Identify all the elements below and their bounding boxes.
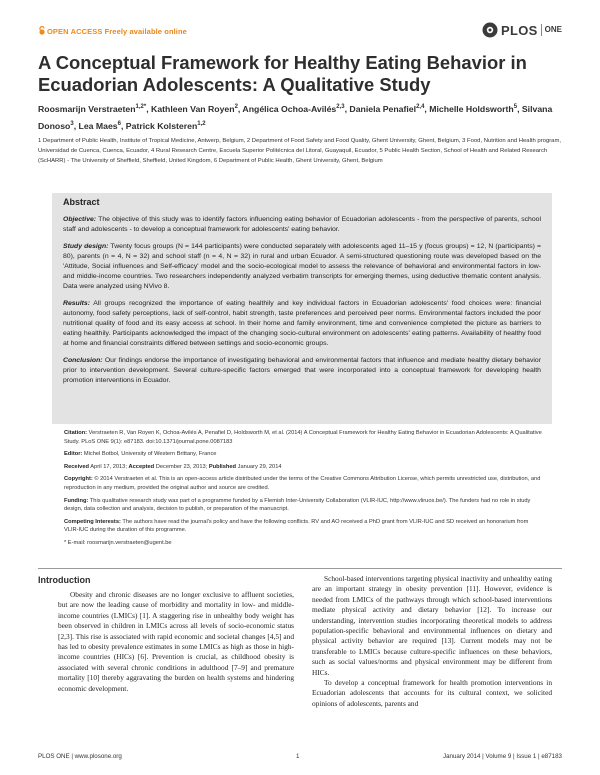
copyright: Copyright: © 2014 Verstraeten et al. This is an open-access article distributed under the terms of the Creative Commons Attribution License, which permits unrestricted use, distribution, and reproduction in any medium, provided the original author and source are credited. — [64, 476, 541, 491]
author-affiliation-sup: 2 — [234, 104, 238, 110]
abstract-results: Results: All groups recognized the importance of eating healthily and key individual factors in Ecuadorian adolescents' food choices were: financial autonomy, food safety perceptions, lack of self-control, habit strength, taste preferences and perceived peer norms. Environmental factors included the poor nutritional quality of food and its easy access at school. In their home and family environment, time and convenience completed the picture as barriers to eating healthily. Participants acknowledged the impact of the changing socio-cultural environment on adolescents' eating patterns. Availability of healthy food at home and financial constraints differed between settings and socio-economic groups. — [63, 300, 541, 347]
access-label: ACCESS — [70, 27, 103, 36]
author-list — [38, 100, 568, 134]
plos-one-logo — [482, 22, 562, 38]
author-name: , Angélica Ochoa-Avilés — [237, 103, 337, 114]
body-column-right — [312, 574, 552, 709]
author-name: , Silvana Donoso — [38, 103, 553, 131]
abstract-box — [52, 193, 552, 424]
journal-header — [38, 22, 562, 40]
footer-journal-url[interactable]: PLOS ONE | www.plosone.org — [38, 753, 122, 760]
abstract-conclusion: Conclusion: Our findings endorse the importance of investigating behavioral and environmental factors that influence and mediate healthy dietary behavior prior to intervention development. Several culture-specific factors emerged that were incorporated into a conceptual framework for developing health promotion interventions in Ecuador. — [63, 357, 541, 384]
dates: Received April 17, 2013; Accepted December 23, 2013; Published January 29, 2014 — [64, 463, 282, 470]
author-name: , Patrick Kolsteren — [120, 120, 198, 131]
open-access-badge — [38, 26, 187, 36]
intro-paragraph: Obesity and chronic diseases are no longer exclusive to affluent societies, but are now the leading cause of morbidity and mortality in low- and middle-income countries (LMICs) [1]. A staggering rise in unhealthy body weight has been observed in children in LMICs across all levels of socio-economic status [2,3]. This rise is associated with rapid economic and societal changes [4,5] and has led to obesity prevalence estimates in some LMICs as high as those in high-income countries (HICs) [6]. Prevention is crucial, as childhood obesity is associated with several chronic conditions in adulthood [7–9] and premature mortality [10] thereby aggravating the burden on health systems and hindering economic development. — [58, 590, 294, 693]
open-lock-icon — [38, 26, 46, 35]
body-column-left — [58, 590, 294, 694]
footer-issue-info: January 2014 | Volume 9 | Issue 1 | e87183 — [442, 753, 562, 760]
citation: Citation: Verstraeten R, Van Royen K, Ochoa-Avilés A, Penafiel D, Holdsworth M, et al. (2014) A Conceptual Framework for Healthy Eating Behavior in Ecuadorian Adolescents: A Qualitative Study. PLoS ONE 9(1): e87183. doi:10.1371/journal.pone.0087183 — [64, 430, 542, 445]
author-name: , Kathleen Van Royen — [146, 103, 235, 114]
section-divider — [38, 568, 562, 569]
one-wordmark: ONE — [541, 24, 562, 36]
plos-mark-icon — [482, 22, 498, 38]
author-name: Roosmarijn Verstraeten — [38, 103, 136, 114]
competing-interests: Competing Interests: The authors have read the journal's policy and have the following conflicts. RV and AO received a PhD grant from VLIR-IUC and SD received an honorarium from VLIR-IUC during the duration of this programme. — [64, 518, 529, 534]
author-affiliation-sup: 1,2 — [197, 120, 206, 127]
affiliations: 1 Department of Public Health, Institute of Tropical Medicine, Antwerp, Belgium, 2 Department of Food Safety and Food Quality, Ghent University, Ghent, Belgium, 3 Food, Nutrition and Health program, Universidad de Cuenca, Cuenca, Ecuador, 4 Rural Research Centre, Escuela Superior Politécnica del Litoral, Guayaquil, Ecuador, 5 Public Health Section, School of Health and Related Research (ScHARR) - The University of Sheffield, Sheffield, United Kingdom, 6 Department of Public Health, Ghent University, Ghent, Belgium — [38, 138, 561, 164]
author-affiliation-sup: 2,3 — [336, 104, 345, 110]
author-affiliation-sup: 5 — [513, 104, 518, 110]
intro-paragraph: To develop a conceptual framework for health promotion interventions in Ecuadorian adolescents that accounts for its cultural context, we solicited opinions of adolescents, parents and — [312, 678, 552, 708]
funding: Funding: This qualitative research study was part of a programme funded by a Flemish Inter-University Collaboration (VLIR-IUC, http://www.vliruos.be/). The funders had no role in study design, data collection and analysis, decision to publish, or preparation of the manuscript. — [64, 497, 531, 513]
article-metadata — [64, 429, 544, 552]
author-name: , Michelle Holdsworth — [424, 103, 514, 114]
open-label: OPEN — [47, 27, 69, 36]
author-name: , Daniela Penafiel — [344, 103, 417, 114]
editor: Editor: Michel Botbol, University of Western Brittany, France — [64, 451, 217, 458]
author-affiliation-sup: 6 — [117, 120, 121, 127]
page-number: 1 — [296, 753, 300, 760]
author-name: , Lea Maes — [73, 120, 118, 131]
abstract-study-design: Study design: Twenty focus groups (N = 144 participants) were conducted separately with adolescents aged 11–15 y (focus groups) = 12, N (participants) = 80), parents (n = 4, N = 32) and school staff (n = 4, N = 32) in rural and urban Ecuador. A semi-structured questioning route was developed based on the 'Attitude, Social influences and Self-efficacy' model and the socio-ecological model to assess the relevance of behavioral and environmental factors in low- and middle-income countries. Two researchers independently analyzed verbatim transcripts for emerging themes, using deductive thematic content analysis. Data were analyzed using NVivo 8. — [63, 243, 541, 290]
author-affiliation-sup: 3 — [70, 120, 74, 127]
abstract-heading: Abstract — [63, 197, 100, 207]
introduction-heading: Introduction — [38, 575, 91, 585]
abstract-objective: Objective: The objective of this study was to identify factors influencing eating behavior of Ecuadorian adolescents - from the perspective of parents, school staff and adolescents - to develop a conceptual framework for adolescents' eating behavior. — [63, 216, 541, 233]
corresponding-email[interactable]: * E-mail: roosmarijn.verstraeten@ugent.be — [64, 539, 172, 546]
author-affiliation-sup: 1,2* — [135, 104, 147, 110]
article-title: A Conceptual Framework for Healthy Eating Behavior in Ecuadorian Adolescents: A Qualitative Study — [38, 52, 527, 95]
freely-available-label: Freely available online — [104, 27, 187, 36]
intro-paragraph: School-based interventions targeting physical inactivity and unhealthy eating are an important strategy in obesity prevention [11]. However, evidence is needed from LMICs of the pathways through which school-based interventions mediate physical activity and dietary behavior [12]. To increase our understanding, intervention studies incorporating theoretical models to address population-specific behavioral and environmental influences on dietary and physical activity behavior are required [13]. Current models may not be transferable to LMICs because culture-specific influences on these behaviors, such as social values/norms and physical environment may be different from HICs. — [312, 574, 552, 677]
plos-wordmark: PLOS — [501, 22, 538, 38]
author-affiliation-sup: 2,4 — [416, 104, 425, 110]
